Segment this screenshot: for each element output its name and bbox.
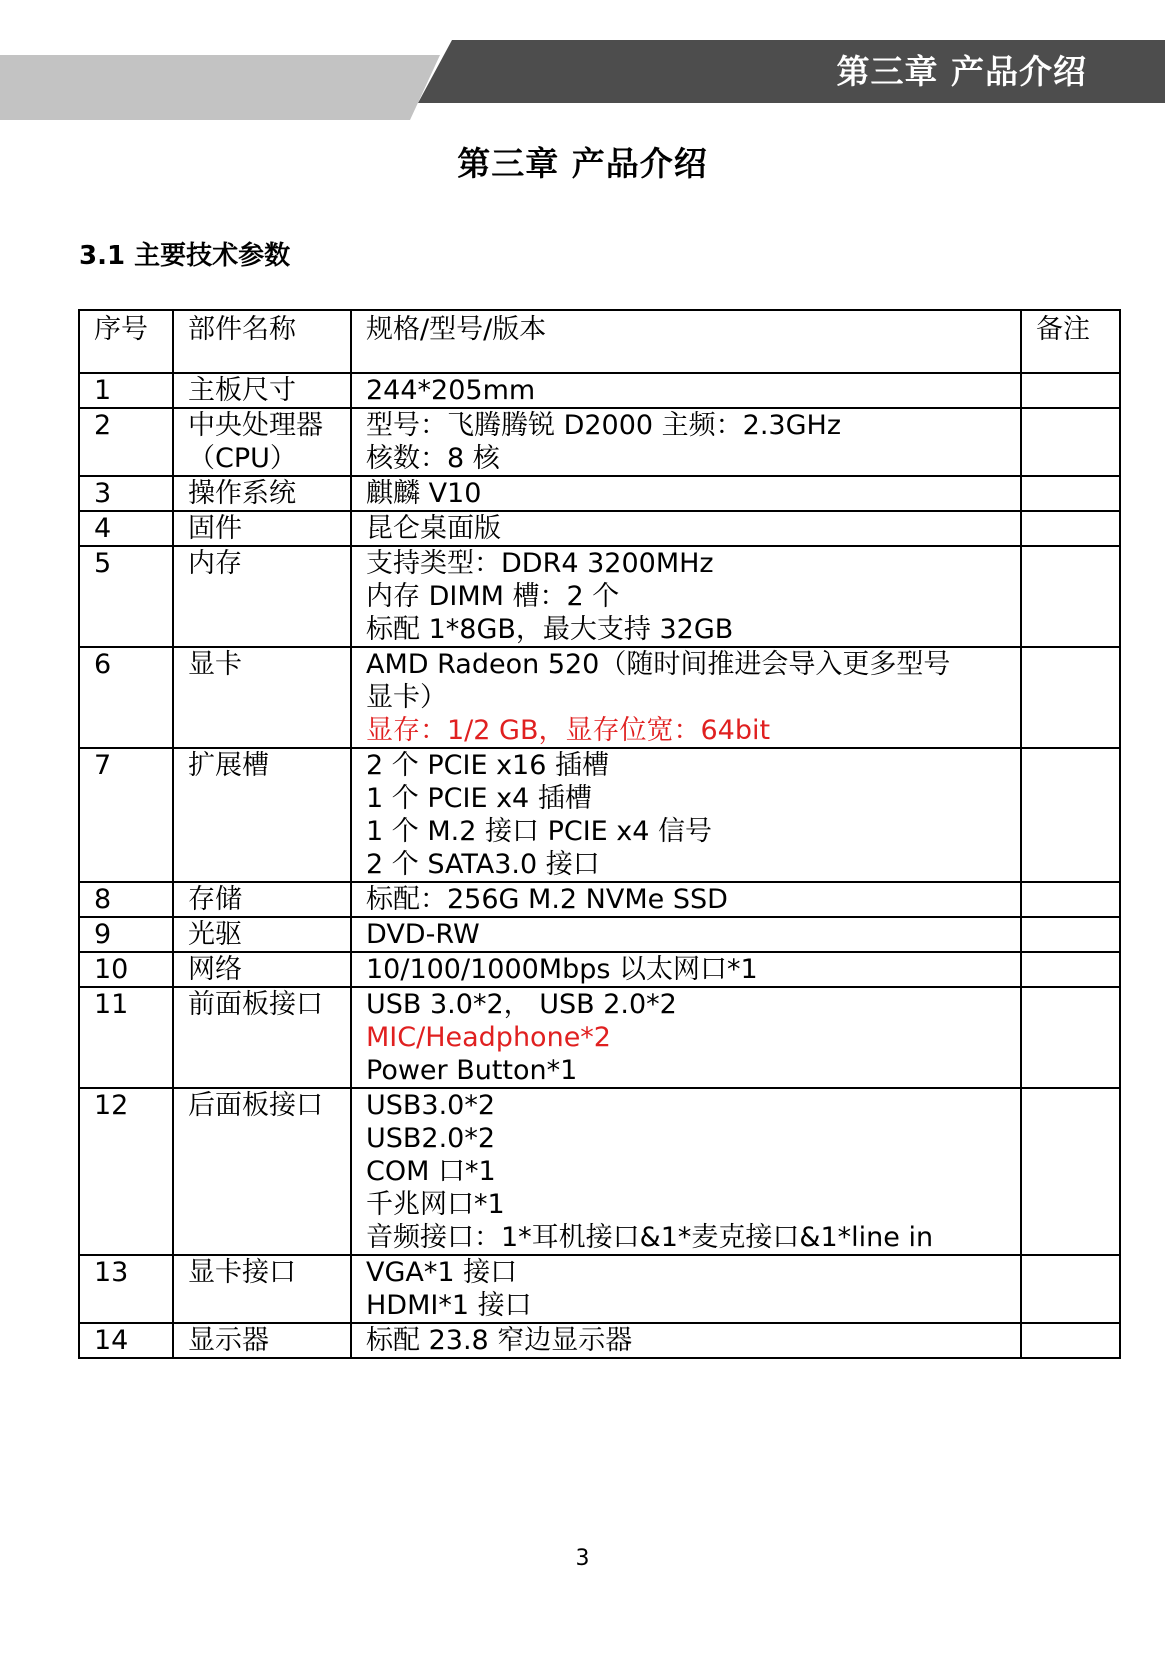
note-cell — [1021, 511, 1120, 546]
component-name-line: 显卡 — [188, 649, 242, 680]
spec-line: 标配 23.8 窄边显示器 — [366, 1325, 633, 1356]
header-index: 序号 — [79, 310, 173, 373]
component-name — [173, 511, 351, 546]
banner-title: 第三章 产品介绍 — [836, 52, 1087, 91]
spec-line: 标配：256G M.2 NVMe SSD — [366, 884, 728, 915]
note-cell — [1021, 987, 1120, 1088]
spec-line: COM 口*1 — [366, 1156, 496, 1187]
row-index: 7 — [79, 748, 173, 882]
spec-line: USB3.0*2 — [366, 1090, 496, 1121]
row-index: 8 — [79, 882, 173, 917]
component-name-line: 操作系统 — [188, 478, 296, 509]
row-index: 10 — [79, 952, 173, 987]
note-cell — [1021, 748, 1120, 882]
component-name-line: 内存 — [188, 548, 242, 579]
component-name-line: （CPU） — [188, 443, 297, 474]
note-cell — [1021, 476, 1120, 511]
component-name-line: 后面板接口 — [188, 1090, 323, 1121]
table-row — [79, 1088, 1120, 1255]
table-row — [79, 511, 1120, 546]
component-name — [173, 408, 351, 476]
note-cell — [1021, 546, 1120, 647]
spec-value — [351, 511, 1021, 546]
component-name-line: 中央处理器 — [188, 410, 323, 441]
note-cell — [1021, 1323, 1120, 1358]
note-cell — [1021, 408, 1120, 476]
row-index: 12 — [79, 1088, 173, 1255]
table-row — [79, 1323, 1120, 1358]
component-name-line: 存储 — [188, 884, 242, 915]
spec-line: VGA*1 接口 — [366, 1257, 518, 1288]
spec-value — [351, 408, 1021, 476]
spec-line: 2 个 SATA3.0 接口 — [366, 849, 600, 880]
spec-value — [351, 1323, 1021, 1358]
spec-line: 音频接口：1*耳机接口&1*麦克接口&1*line in — [366, 1222, 934, 1253]
spec-line: 核数：8 核 — [366, 443, 500, 474]
note-cell — [1021, 1255, 1120, 1323]
spec-value — [351, 1088, 1021, 1255]
spec-line: 2 个 PCIE x16 插槽 — [366, 750, 609, 781]
spec-line: 昆仑桌面版 — [366, 513, 501, 544]
component-name — [173, 546, 351, 647]
table-row — [79, 546, 1120, 647]
row-index: 1 — [79, 373, 173, 408]
note-cell — [1021, 917, 1120, 952]
table-row — [79, 917, 1120, 952]
spec-line: 1 个 PCIE x4 插槽 — [366, 783, 592, 814]
spec-value — [351, 952, 1021, 987]
spec-line: 内存 DIMM 槽：2 个 — [366, 581, 620, 612]
spec-line: AMD Radeon 520（随时间推进会导入更多型号 — [366, 649, 951, 680]
component-name-line: 扩展槽 — [188, 750, 269, 781]
header-spec: 规格/型号/版本 — [351, 310, 1021, 373]
row-index: 3 — [79, 476, 173, 511]
page-title: 第三章 产品介绍 — [457, 144, 708, 183]
banner-light-band — [0, 55, 440, 120]
spec-value — [351, 882, 1021, 917]
note-cell — [1021, 1088, 1120, 1255]
component-name-line: 光驱 — [188, 919, 242, 950]
spec-value — [351, 1255, 1021, 1323]
spec-value — [351, 917, 1021, 952]
spec-value — [351, 748, 1021, 882]
row-index: 14 — [79, 1323, 173, 1358]
spec-table — [78, 309, 1121, 1359]
section-heading: 3.1 主要技术参数 — [79, 241, 291, 271]
spec-line: 标配 1*8GB，最大支持 32GB — [366, 614, 734, 645]
spec-line: 244*205mm — [366, 375, 536, 406]
component-name — [173, 748, 351, 882]
header-note: 备注 — [1021, 310, 1120, 373]
row-index: 13 — [79, 1255, 173, 1323]
component-name — [173, 1255, 351, 1323]
spec-line: Power Button*1 — [366, 1055, 578, 1086]
component-name — [173, 952, 351, 987]
spec-value — [351, 987, 1021, 1088]
component-name — [173, 373, 351, 408]
row-index: 9 — [79, 917, 173, 952]
header-component: 部件名称 — [173, 310, 351, 373]
spec-line: DVD-RW — [366, 919, 480, 950]
table-row — [79, 952, 1120, 987]
note-cell — [1021, 952, 1120, 987]
spec-value — [351, 546, 1021, 647]
component-name-line: 固件 — [188, 513, 242, 544]
table-row — [79, 987, 1120, 1088]
component-name-line: 前面板接口 — [188, 989, 323, 1020]
table-row — [79, 1255, 1120, 1323]
spec-line: 麒麟 V10 — [366, 478, 482, 509]
page-number: 3 — [575, 1546, 590, 1571]
spec-line: 显存：1/2 GB，显存位宽：64bit — [366, 715, 771, 746]
spec-line: 1 个 M.2 接口 PCIE x4 信号 — [366, 816, 713, 847]
row-index: 11 — [79, 987, 173, 1088]
table-row — [79, 476, 1120, 511]
component-name-line: 显卡接口 — [188, 1257, 296, 1288]
spec-line: USB2.0*2 — [366, 1123, 496, 1154]
component-name — [173, 1088, 351, 1255]
table-row — [79, 748, 1120, 882]
component-name-line: 显示器 — [188, 1325, 269, 1356]
component-name — [173, 647, 351, 748]
table-row — [79, 408, 1120, 476]
spec-line: 支持类型：DDR4 3200MHz — [366, 548, 714, 579]
spec-line: 型号：飞腾腾锐 D2000 主频：2.3GHz — [366, 410, 842, 441]
table-row — [79, 647, 1120, 748]
component-name — [173, 987, 351, 1088]
row-index: 6 — [79, 647, 173, 748]
spec-line: HDMI*1 接口 — [366, 1290, 532, 1321]
table-row — [79, 882, 1120, 917]
spec-table-body — [79, 373, 1120, 1358]
component-name — [173, 917, 351, 952]
note-cell — [1021, 373, 1120, 408]
spec-value — [351, 373, 1021, 408]
spec-line: 千兆网口*1 — [366, 1189, 505, 1220]
row-index: 4 — [79, 511, 173, 546]
spec-line: 显卡） — [366, 682, 447, 713]
row-index: 5 — [79, 546, 173, 647]
spec-line: USB 3.0*2， USB 2.0*2 — [366, 989, 677, 1020]
component-name — [173, 882, 351, 917]
component-name — [173, 1323, 351, 1358]
component-name — [173, 476, 351, 511]
row-index: 2 — [79, 408, 173, 476]
spec-value — [351, 647, 1021, 748]
spec-line: 10/100/1000Mbps 以太网口*1 — [366, 954, 758, 985]
note-cell — [1021, 647, 1120, 748]
table-header-row — [79, 310, 1120, 373]
note-cell — [1021, 882, 1120, 917]
spec-value — [351, 476, 1021, 511]
component-name-line: 网络 — [188, 954, 242, 985]
component-name-line: 主板尺寸 — [188, 375, 296, 406]
table-row — [79, 373, 1120, 408]
chapter-banner — [0, 0, 1165, 130]
spec-line: MIC/Headphone*2 — [366, 1022, 611, 1053]
